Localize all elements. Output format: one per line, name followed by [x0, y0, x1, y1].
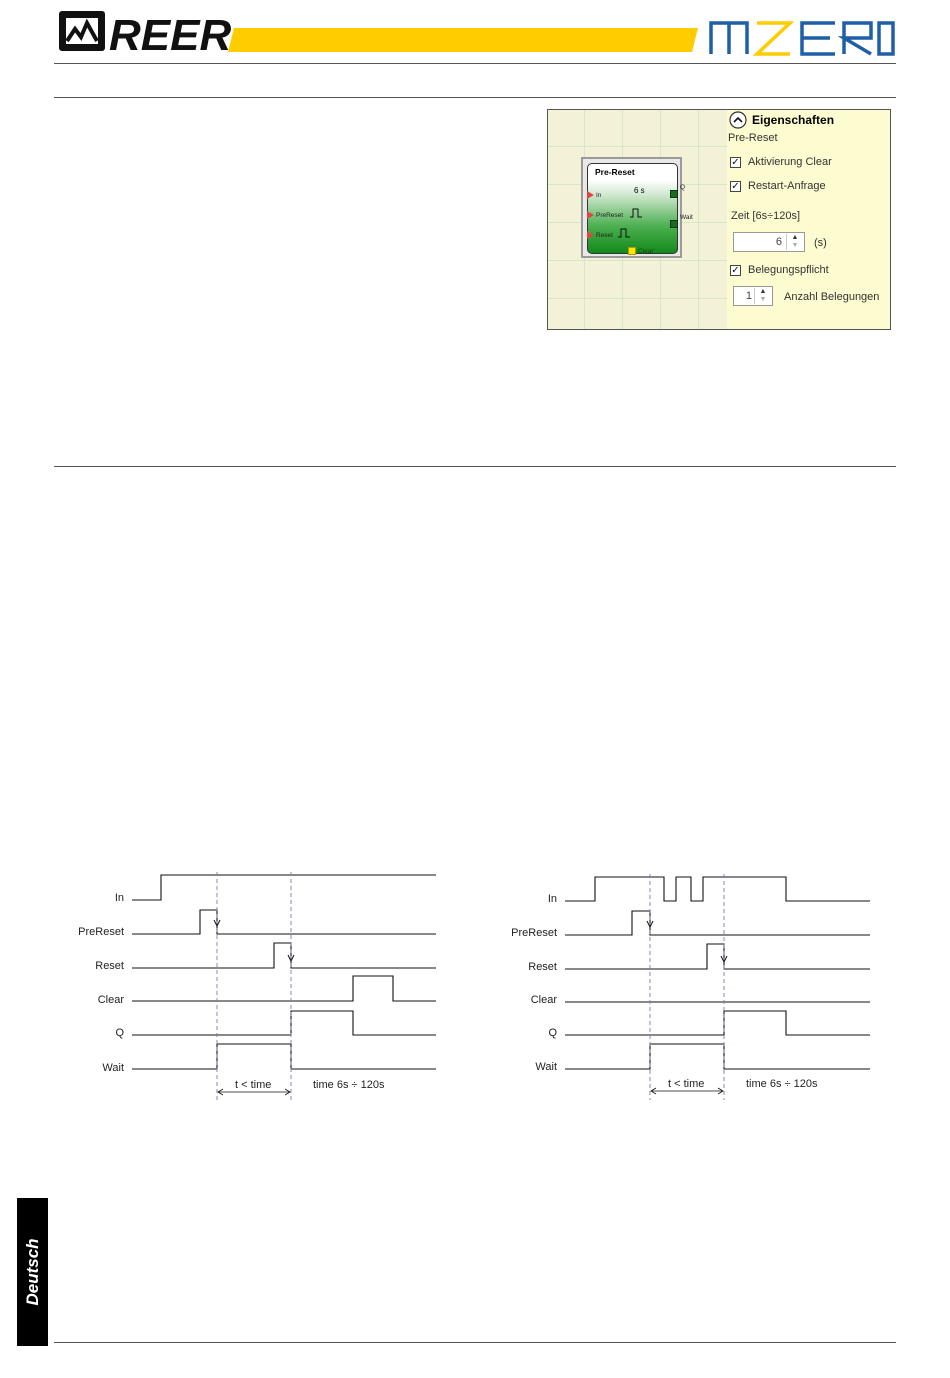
signal-label-in: In [114, 892, 124, 904]
pulse-icon [630, 208, 642, 218]
aktivierung-clear-checkbox[interactable]: ✓ [731, 157, 740, 168]
yellow-banner [228, 28, 698, 52]
design-canvas[interactable] [548, 110, 728, 329]
signal-label-in: In [547, 893, 557, 905]
waveform-q [565, 1011, 870, 1035]
language-side-tab [17, 1198, 48, 1346]
section-rule-middle [54, 466, 896, 467]
signal-label-q: Q [548, 1027, 557, 1039]
restart-anfrage-label: Restart-Anfrage [748, 180, 826, 192]
page-header [0, 0, 950, 70]
interval-label: t < time [235, 1079, 272, 1091]
output-label-wait: Wait [680, 214, 693, 221]
stepper-down-icon[interactable]: ▼ [791, 242, 799, 249]
signal-label-wait: Wait [535, 1061, 557, 1073]
interval-label: t < time [668, 1078, 705, 1090]
brand-left-text: REER [109, 11, 232, 54]
output-port-wait[interactable] [670, 220, 678, 228]
pulse-icon [618, 228, 630, 238]
anzahl-value: 1 [745, 290, 752, 302]
signal-label-reset: Reset [528, 961, 557, 973]
anzahl-label: Anzahl Belegungen [784, 291, 880, 303]
stepper-down-icon[interactable]: ▼ [759, 296, 767, 303]
input-label-reset: Reset [596, 232, 613, 239]
block-time: 6 s [634, 186, 645, 195]
input-label-prereset: PreReset [596, 212, 624, 219]
footer-rule [54, 1342, 896, 1343]
input-port-prereset[interactable] [587, 211, 594, 219]
timing-diagram-1 [60, 860, 450, 1105]
clear-port[interactable] [628, 247, 636, 255]
block-selection-frame[interactable] [581, 157, 693, 258]
output-label-q: Q [680, 184, 686, 191]
signal-label-q: Q [115, 1027, 124, 1039]
input-port-in[interactable] [587, 191, 594, 199]
waveform-prereset [565, 911, 870, 935]
zeit-value: 6 [775, 236, 782, 248]
stepper-up-icon[interactable]: ▲ [791, 234, 799, 241]
signal-label-prereset: PreReset [78, 926, 124, 938]
output-port-q[interactable] [670, 190, 678, 198]
pre-reset-block[interactable] [587, 163, 693, 255]
waveform-reset [565, 944, 870, 969]
waveform-wait [565, 1044, 870, 1069]
anzahl-stepper[interactable] [733, 286, 773, 306]
signal-label-reset: Reset [95, 960, 124, 972]
header-rule [54, 63, 896, 64]
zeit-stepper[interactable] [733, 232, 805, 252]
collapse-chevron-icon[interactable] [729, 111, 747, 129]
function-block-editor [547, 109, 891, 330]
zeit-unit: (s) [814, 237, 827, 249]
brand-right-text: MZERO [708, 20, 712, 21]
language-label: Deutsch [22, 1238, 42, 1306]
restart-anfrage-checkbox[interactable]: ✓ [731, 181, 740, 192]
waveform-wait [132, 1044, 436, 1069]
belegungspflicht-label: Belegungspflicht [748, 264, 829, 276]
waveform-prereset [132, 910, 436, 934]
waveform-in [565, 877, 870, 901]
mzero-logo [708, 20, 896, 56]
belegungspflicht-checkbox[interactable]: ✓ [731, 265, 740, 276]
signal-label-clear: Clear [530, 994, 557, 1006]
clear-label: Clear [638, 248, 654, 255]
properties-panel [727, 110, 890, 329]
aktivierung-clear-label: Aktivierung Clear [748, 156, 832, 168]
properties-header: Eigenschaften [752, 113, 835, 127]
properties-subtitle: Pre-Reset [728, 132, 778, 144]
waveform-in [132, 875, 436, 900]
reer-logo [57, 8, 237, 54]
input-port-reset[interactable] [587, 231, 594, 239]
zeit-label: Zeit [6s÷120s] [731, 210, 801, 222]
section-rule-top [54, 97, 896, 98]
waveform-reset [132, 943, 436, 968]
time-label: time 6s ÷ 120s [746, 1078, 818, 1090]
input-label-in: In [596, 192, 602, 199]
waveform-clear [132, 976, 436, 1001]
block-title: Pre-Reset [595, 167, 635, 177]
time-label: time 6s ÷ 120s [313, 1079, 385, 1091]
waveform-q [132, 1011, 436, 1035]
timing-diagram-2 [494, 860, 884, 1105]
stepper-up-icon[interactable]: ▲ [759, 288, 767, 295]
signal-label-prereset: PreReset [511, 927, 557, 939]
signal-label-clear: Clear [97, 994, 124, 1006]
signal-label-wait: Wait [102, 1062, 124, 1074]
